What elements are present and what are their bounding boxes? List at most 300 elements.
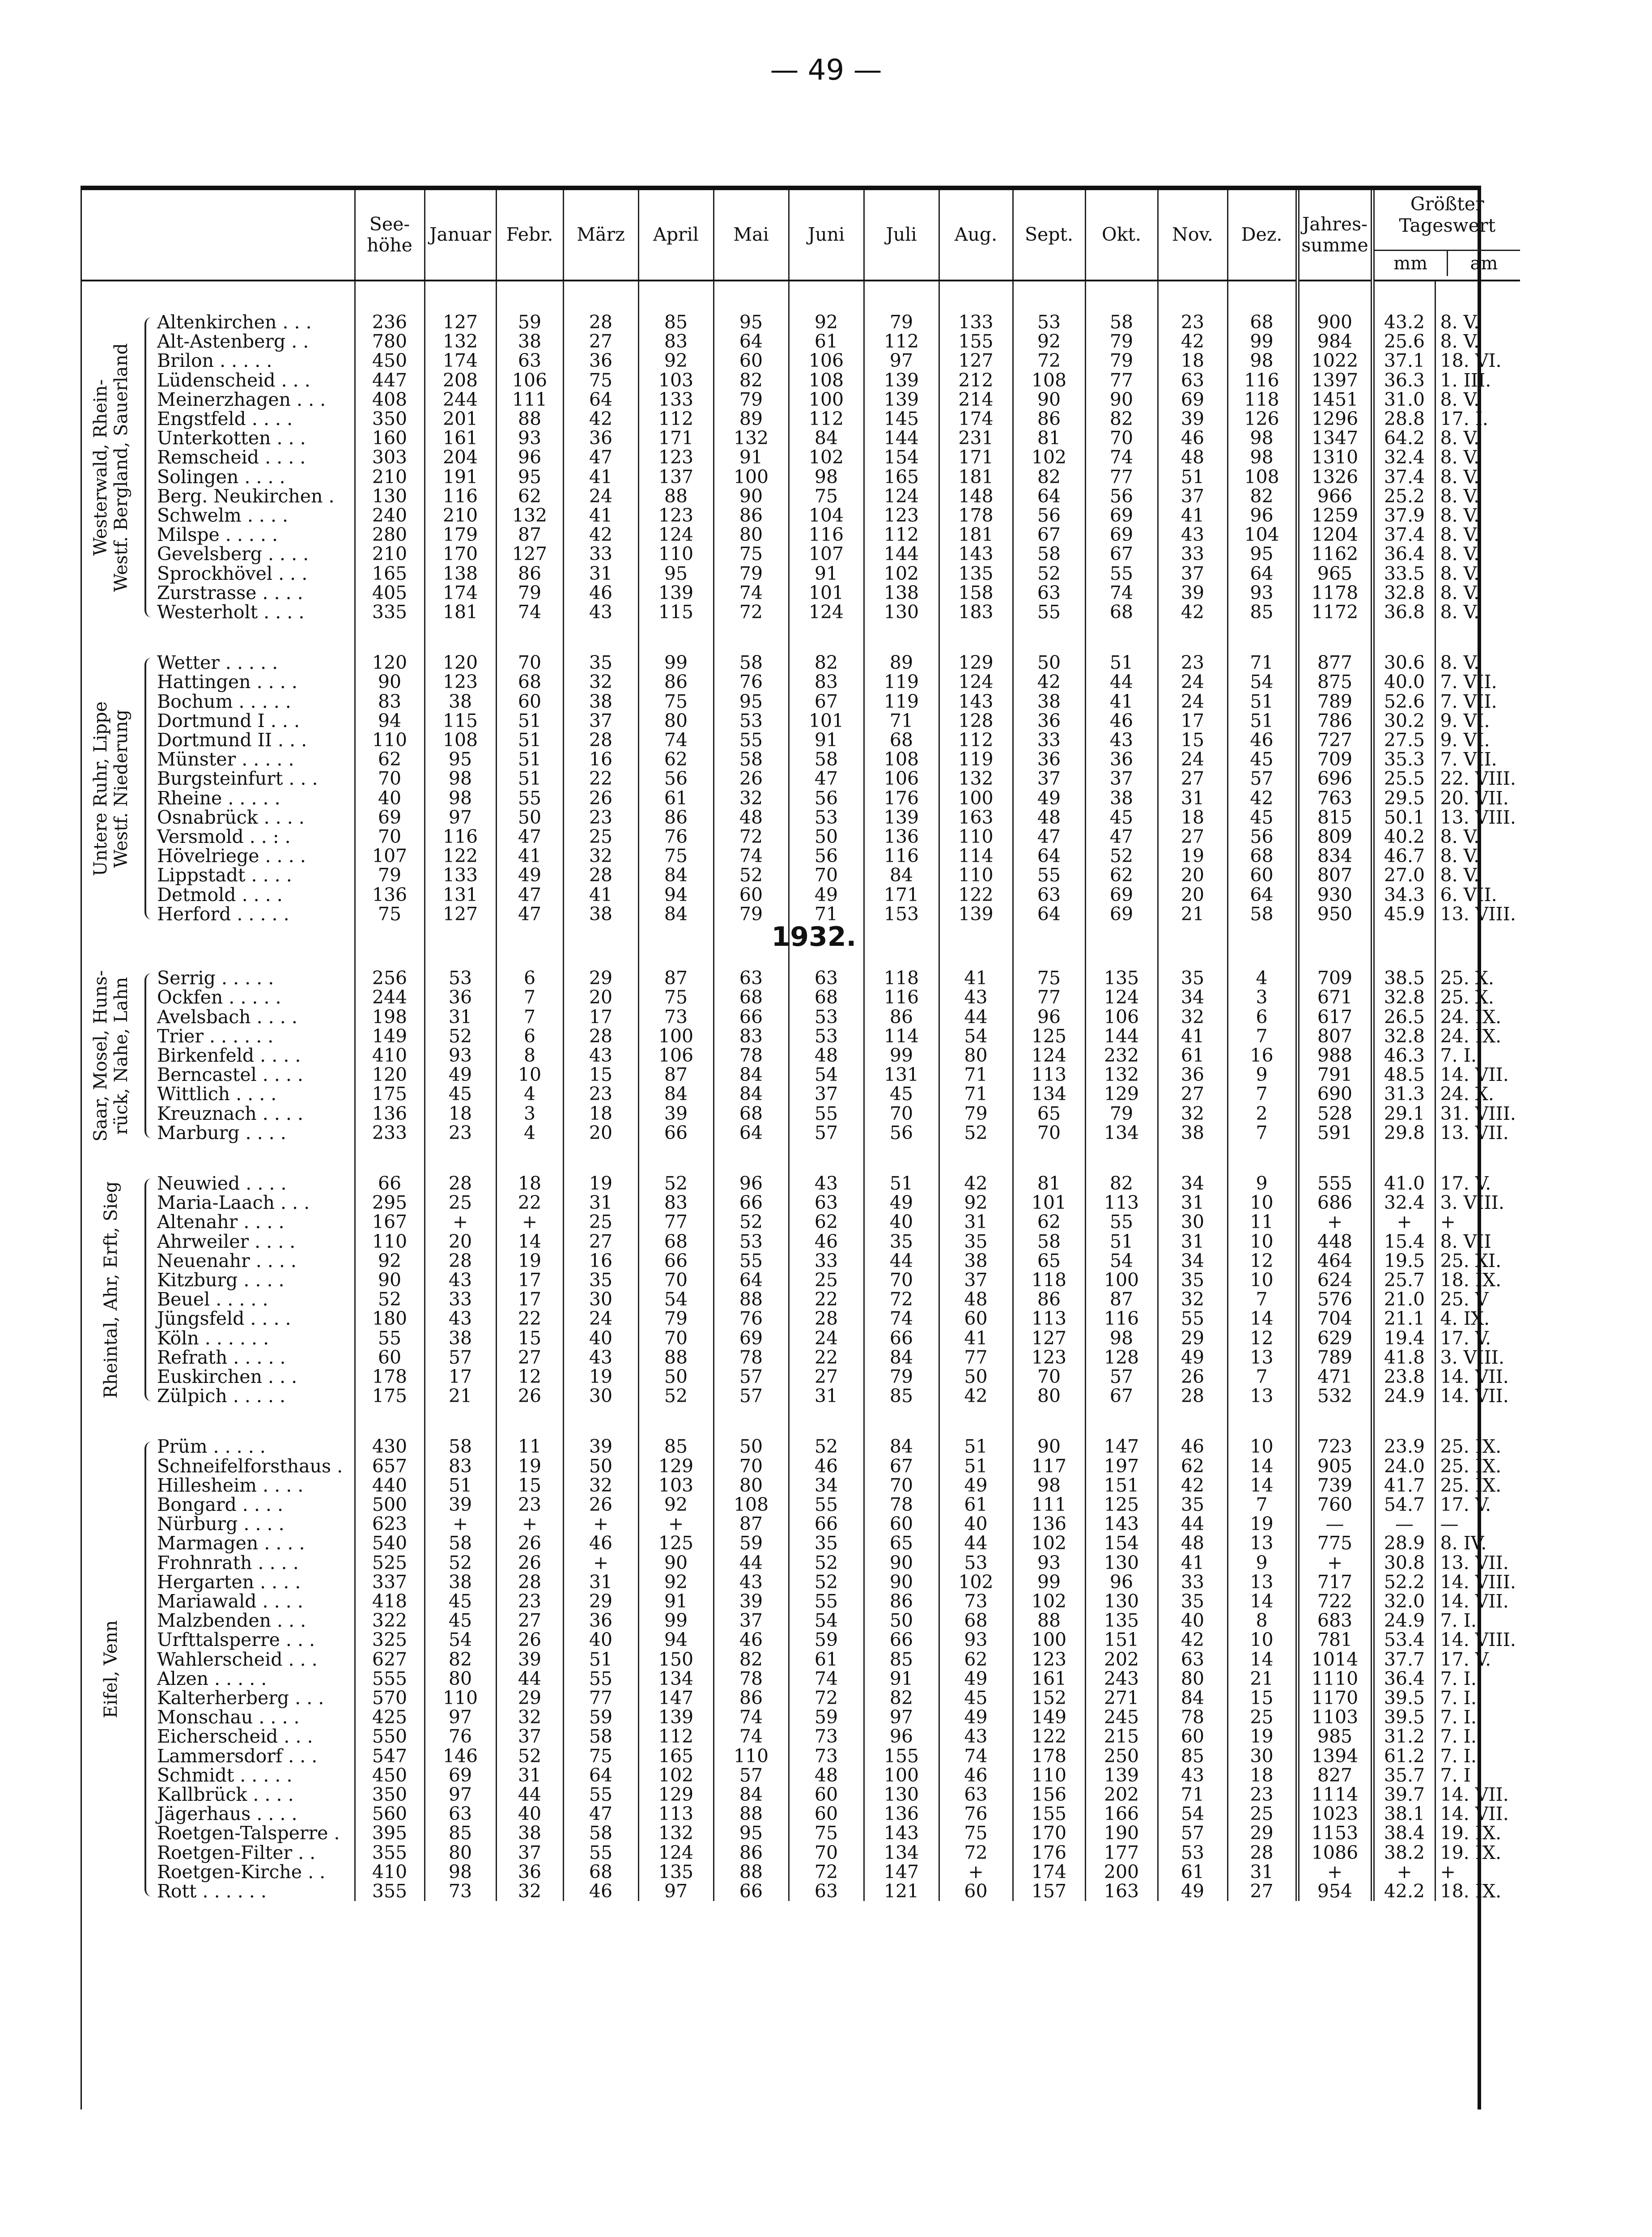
- month-value-cell: 99: [638, 653, 713, 672]
- month-value-cell: 61: [789, 1650, 864, 1669]
- month-value-cell: 85: [1227, 603, 1297, 622]
- month-value-cell: 13: [1227, 1386, 1297, 1406]
- seehoehe-cell: 425: [355, 1708, 425, 1727]
- month-value-cell: 3: [496, 1104, 563, 1123]
- station-name: Altenahr . . . .: [157, 1211, 285, 1233]
- table-row: [82, 1514, 1520, 1534]
- spacer-cell: [1297, 924, 1372, 969]
- spacer-cell: [1297, 1406, 1372, 1437]
- month-value-cell: 91: [638, 1592, 713, 1611]
- month-value-cell: 98: [425, 1863, 496, 1882]
- month-value-cell: 63: [1013, 885, 1085, 905]
- month-value-cell: 122: [425, 846, 496, 866]
- month-value-cell: 81: [1013, 429, 1085, 448]
- month-value-cell: 244: [425, 390, 496, 409]
- month-value-cell: 36: [563, 351, 638, 370]
- month-value-cell: 25: [563, 1212, 638, 1232]
- month-value-cell: 99: [1227, 332, 1297, 351]
- month-value-cell: 131: [864, 1065, 939, 1084]
- jahressumme-cell: 988: [1297, 1046, 1372, 1065]
- month-value-cell: 27: [496, 1611, 563, 1630]
- month-value-cell: 84: [638, 905, 713, 924]
- month-value-cell: 121: [864, 1882, 939, 1901]
- month-value-cell: 118: [1227, 390, 1297, 409]
- spacer-cell: [1227, 924, 1297, 969]
- table-row: [82, 1747, 1520, 1766]
- month-value-cell: 43: [563, 1348, 638, 1367]
- month-value-cell: 98: [1085, 1329, 1158, 1348]
- month-value-cell: 14: [1227, 1592, 1297, 1611]
- max-day-date-cell: 8. V.: [1435, 583, 1520, 603]
- max-day-mm-cell: 26.5: [1372, 1008, 1435, 1027]
- spacer-cell: [864, 281, 939, 313]
- month-value-cell: 74: [638, 731, 713, 750]
- month-value-cell: 57: [713, 1367, 789, 1386]
- month-value-cell: 98: [425, 789, 496, 808]
- month-value-cell: 157: [1013, 1882, 1085, 1901]
- seehoehe-cell: 55: [355, 1329, 425, 1348]
- month-value-cell: 17: [496, 1290, 563, 1309]
- max-day-mm-cell: 24.0: [1372, 1457, 1435, 1476]
- seehoehe-cell: 69: [355, 808, 425, 827]
- station-name: Unterkotten . . .: [157, 427, 306, 449]
- month-value-cell: 101: [1013, 1193, 1085, 1212]
- month-value-cell: 271: [1085, 1688, 1158, 1708]
- month-value-cell: 58: [425, 1437, 496, 1456]
- month-value-cell: 47: [496, 905, 563, 924]
- seehoehe-cell: 256: [355, 969, 425, 988]
- month-value-cell: 25: [1227, 1708, 1297, 1727]
- month-value-cell: 32: [1158, 1290, 1227, 1309]
- month-value-cell: 112: [638, 1727, 713, 1746]
- month-value-cell: 45: [939, 1688, 1013, 1708]
- station-name: Westerholt . . . .: [157, 601, 305, 623]
- month-value-cell: 123: [1013, 1348, 1085, 1367]
- spacer-cell: [1435, 281, 1520, 313]
- month-value-cell: 67: [789, 692, 864, 711]
- month-value-cell: 67: [1085, 1386, 1158, 1406]
- month-value-cell: 29: [1158, 1329, 1227, 1348]
- month-value-cell: 119: [939, 750, 1013, 769]
- spacer-cell: [563, 622, 638, 653]
- max-day-mm-cell: 35.3: [1372, 750, 1435, 769]
- spacer-cell: [1372, 1406, 1435, 1437]
- month-value-cell: 70: [496, 653, 563, 672]
- table-row: [82, 808, 1520, 827]
- month-value-cell: 74: [713, 1727, 789, 1746]
- spacer-cell: [355, 1143, 425, 1174]
- month-value-cell: 44: [939, 1534, 1013, 1553]
- spacer-cell: [1013, 281, 1085, 313]
- month-value-cell: 76: [939, 1804, 1013, 1824]
- page-number: — 49 —: [770, 54, 882, 87]
- month-value-cell: 72: [713, 603, 789, 622]
- month-value-cell: 25: [563, 827, 638, 846]
- month-value-cell: 135: [1085, 969, 1158, 988]
- month-value-cell: 39: [638, 1104, 713, 1123]
- station-name: Burgsteinfurt . . .: [157, 768, 318, 790]
- month-value-cell: 38: [496, 332, 563, 351]
- month-value-cell: 38: [1158, 1123, 1227, 1143]
- month-value-cell: 70: [789, 1843, 864, 1863]
- table-row: [82, 1476, 1520, 1495]
- month-value-cell: 103: [638, 1476, 713, 1495]
- region-label: Westerwald, Rhein- Westf. Bergland, Sauerland: [90, 343, 132, 592]
- month-value-cell: 55: [789, 1592, 864, 1611]
- month-value-cell: 250: [1085, 1747, 1158, 1766]
- max-day-date-cell: 25. V: [1435, 1290, 1520, 1309]
- max-day-mm-cell: 28.8: [1372, 409, 1435, 429]
- month-value-cell: 82: [425, 1650, 496, 1669]
- max-day-mm-cell: 25.7: [1372, 1271, 1435, 1290]
- spacer-cell: [638, 1406, 713, 1437]
- seehoehe-cell: 550: [355, 1727, 425, 1746]
- region-label-cell: [82, 969, 140, 1143]
- jahressumme-cell: 532: [1297, 1386, 1372, 1406]
- month-value-cell: 32: [496, 1708, 563, 1727]
- month-value-cell: 28: [563, 313, 638, 332]
- spacer-cell: [1372, 622, 1435, 653]
- max-day-date-cell: 18. VI.: [1435, 351, 1520, 370]
- month-value-cell: 181: [425, 603, 496, 622]
- month-value-cell: 74: [713, 846, 789, 866]
- month-value-cell: 119: [864, 692, 939, 711]
- month-value-cell: 77: [563, 1688, 638, 1708]
- month-value-cell: 32: [563, 1476, 638, 1495]
- max-day-mm-cell: 54.7: [1372, 1495, 1435, 1514]
- month-value-cell: 58: [713, 653, 789, 672]
- month-value-cell: 122: [1013, 1727, 1085, 1746]
- station-name: Nürburg . . . .: [157, 1513, 285, 1535]
- month-value-cell: 82: [1085, 1174, 1158, 1193]
- month-value-cell: 48: [1013, 808, 1085, 827]
- month-value-cell: 16: [1227, 1046, 1297, 1065]
- max-day-mm-cell: 35.7: [1372, 1766, 1435, 1785]
- spacer-cell: [789, 1143, 864, 1174]
- group-brace: [144, 1442, 153, 1897]
- month-value-cell: 54: [1085, 1251, 1158, 1271]
- spacer-cell: [563, 1406, 638, 1437]
- spacer-cell: [82, 924, 355, 969]
- month-value-cell: 19: [1227, 1727, 1297, 1746]
- month-value-cell: 37: [713, 1611, 789, 1630]
- jahressumme-cell: 950: [1297, 905, 1372, 924]
- month-value-cell: 23: [496, 1592, 563, 1611]
- max-day-mm-cell: 50.1: [1372, 808, 1435, 827]
- month-value-cell: 135: [638, 1863, 713, 1882]
- max-day-mm-cell: 25.2: [1372, 487, 1435, 506]
- month-value-cell: 204: [425, 448, 496, 467]
- month-value-cell: 22: [563, 769, 638, 788]
- max-day-mm-cell: 40.0: [1372, 672, 1435, 692]
- month-value-cell: 110: [425, 1688, 496, 1708]
- month-value-cell: 53: [789, 808, 864, 827]
- month-value-cell: 64: [563, 390, 638, 409]
- month-value-cell: 139: [1085, 1766, 1158, 1785]
- jahressumme-cell: 905: [1297, 1457, 1372, 1476]
- month-value-cell: 79: [713, 905, 789, 924]
- month-value-cell: +: [563, 1553, 638, 1573]
- month-value-cell: 46: [563, 1882, 638, 1901]
- month-value-cell: 191: [425, 468, 496, 487]
- month-value-cell: 46: [1158, 429, 1227, 448]
- table-row: [82, 1785, 1520, 1804]
- month-value-cell: 65: [1013, 1251, 1085, 1271]
- max-day-mm-cell: 32.8: [1372, 1027, 1435, 1046]
- month-value-cell: 125: [1013, 1027, 1085, 1046]
- table-row: [82, 1290, 1520, 1309]
- month-value-cell: 43: [939, 988, 1013, 1007]
- jahressumme-cell: 1114: [1297, 1785, 1372, 1804]
- month-value-cell: 36: [1013, 711, 1085, 731]
- station-name: Engstfeld . . . .: [157, 408, 293, 430]
- month-value-cell: 28: [563, 866, 638, 885]
- month-value-cell: 52: [789, 1573, 864, 1592]
- month-value-cell: 110: [638, 544, 713, 564]
- month-value-cell: 16: [563, 750, 638, 769]
- month-value-cell: 43: [563, 1046, 638, 1065]
- month-value-cell: 15: [563, 1065, 638, 1084]
- month-value-cell: 11: [496, 1437, 563, 1456]
- month-header-apr: April: [638, 190, 713, 281]
- month-value-cell: 22: [789, 1290, 864, 1309]
- max-day-mm-cell: 46.7: [1372, 846, 1435, 866]
- month-value-cell: 23: [563, 1084, 638, 1104]
- month-value-cell: 60: [864, 1514, 939, 1534]
- max-day-date-cell: 19. IX.: [1435, 1824, 1520, 1843]
- spacer-cell: [1085, 281, 1158, 313]
- month-value-cell: 64: [1013, 487, 1085, 506]
- month-value-cell: 74: [1085, 448, 1158, 467]
- max-day-date-cell: 13. VII.: [1435, 1123, 1520, 1143]
- month-value-cell: 106: [789, 351, 864, 370]
- station-name: Frohnrath . . . .: [157, 1552, 299, 1574]
- seehoehe-cell: 303: [355, 448, 425, 467]
- month-value-cell: 174: [425, 351, 496, 370]
- month-value-cell: 112: [939, 731, 1013, 750]
- seehoehe-cell: 90: [355, 1271, 425, 1290]
- month-value-cell: 79: [713, 564, 789, 583]
- max-day-mm-cell: 38.1: [1372, 1804, 1435, 1824]
- month-value-cell: 89: [864, 653, 939, 672]
- station-name: Dortmund I . . .: [157, 710, 300, 731]
- jahressumme-cell: 576: [1297, 1290, 1372, 1309]
- month-value-cell: 52: [713, 866, 789, 885]
- month-value-cell: 45: [1227, 808, 1297, 827]
- month-value-cell: 56: [1227, 827, 1297, 846]
- month-value-cell: 146: [425, 1747, 496, 1766]
- month-value-cell: 75: [713, 544, 789, 564]
- jahressumme-cell: —: [1297, 1514, 1372, 1534]
- station-name: Lammersdorf . . .: [157, 1745, 318, 1767]
- month-value-cell: 110: [939, 827, 1013, 846]
- month-value-cell: 202: [1085, 1785, 1158, 1804]
- month-value-cell: +: [563, 1514, 638, 1534]
- month-value-cell: 63: [1158, 371, 1227, 390]
- max-day-date-cell: 7. I.: [1435, 1688, 1520, 1708]
- month-value-cell: 84: [1158, 1688, 1227, 1708]
- max-day-date-cell: 25. XI.: [1435, 1251, 1520, 1271]
- month-value-cell: 51: [939, 1457, 1013, 1476]
- month-value-cell: 181: [939, 525, 1013, 544]
- month-value-cell: 68: [864, 731, 939, 750]
- seehoehe-cell: 136: [355, 1104, 425, 1123]
- month-value-cell: 124: [864, 487, 939, 506]
- month-value-cell: 47: [563, 448, 638, 467]
- month-value-cell: 132: [939, 769, 1013, 788]
- seehoehe-cell: 623: [355, 1514, 425, 1534]
- month-value-cell: 24: [563, 1309, 638, 1328]
- spacer-cell: [1013, 1406, 1085, 1437]
- month-value-cell: 72: [713, 827, 789, 846]
- month-value-cell: 181: [939, 468, 1013, 487]
- jahressumme-cell: 617: [1297, 1008, 1372, 1027]
- month-value-cell: 72: [789, 1688, 864, 1708]
- max-day-date-cell: 8. V.: [1435, 603, 1520, 622]
- month-value-cell: 31: [939, 1212, 1013, 1232]
- seehoehe-cell: 560: [355, 1804, 425, 1824]
- seehoehe-cell: 52: [355, 1290, 425, 1309]
- spacer-cell: [638, 281, 713, 313]
- max-day-date-cell: 6. VII.: [1435, 885, 1520, 905]
- max-day-mm-cell: 38.2: [1372, 1843, 1435, 1863]
- seehoehe-cell: 627: [355, 1650, 425, 1669]
- month-value-cell: 72: [939, 1843, 1013, 1863]
- month-value-cell: 33: [563, 544, 638, 564]
- station-name: Schwelm . . . .: [157, 505, 289, 527]
- max-day-mm-cell: 38.4: [1372, 1824, 1435, 1843]
- month-value-cell: 151: [1085, 1476, 1158, 1495]
- month-value-cell: 108: [864, 750, 939, 769]
- month-value-cell: 7: [1227, 1084, 1297, 1104]
- brace-cell: [140, 313, 153, 622]
- jahressumme-cell: +: [1297, 1863, 1372, 1882]
- month-value-cell: 85: [638, 313, 713, 332]
- month-value-cell: 58: [563, 1824, 638, 1843]
- jahressumme-cell: 807: [1297, 866, 1372, 885]
- month-value-cell: 51: [1158, 468, 1227, 487]
- month-value-cell: 152: [1013, 1688, 1085, 1708]
- station-name: Herford . . . . .: [157, 903, 289, 925]
- month-value-cell: 41: [1158, 1553, 1227, 1573]
- max-day-date-cell: 7. I.: [1435, 1669, 1520, 1688]
- jahressumme-cell: 827: [1297, 1766, 1372, 1785]
- month-value-cell: 62: [1085, 866, 1158, 885]
- seehoehe-cell: 525: [355, 1553, 425, 1573]
- station-name: Wahlerscheid . . .: [157, 1648, 318, 1670]
- month-value-cell: 118: [1013, 1271, 1085, 1290]
- month-value-cell: 26: [496, 1534, 563, 1553]
- month-value-cell: 26: [496, 1386, 563, 1406]
- max-day-date-cell: 7. I.: [1435, 1747, 1520, 1766]
- month-value-cell: 69: [1158, 390, 1227, 409]
- month-value-cell: 55: [789, 1104, 864, 1123]
- month-value-cell: 7: [1227, 1495, 1297, 1514]
- month-value-cell: 86: [864, 1592, 939, 1611]
- month-value-cell: 149: [1013, 1708, 1085, 1727]
- max-day-mm-cell: 21.1: [1372, 1309, 1435, 1328]
- month-value-cell: 66: [864, 1329, 939, 1348]
- month-value-cell: 75: [638, 988, 713, 1007]
- max-day-date-cell: 8. V.: [1435, 313, 1520, 332]
- month-value-cell: 70: [638, 1329, 713, 1348]
- month-value-cell: 102: [864, 564, 939, 583]
- month-value-cell: 42: [1013, 672, 1085, 692]
- month-value-cell: 63: [1158, 1650, 1227, 1669]
- month-value-cell: 32: [563, 846, 638, 866]
- month-value-cell: 20: [425, 1232, 496, 1251]
- jahressumme-cell: 624: [1297, 1271, 1372, 1290]
- seehoehe-cell: 450: [355, 1766, 425, 1785]
- month-value-cell: 98: [1013, 1476, 1085, 1495]
- spacer-cell: [939, 1406, 1013, 1437]
- month-value-cell: 49: [1158, 1882, 1227, 1901]
- month-value-cell: 42: [1158, 332, 1227, 351]
- month-value-cell: 83: [713, 1027, 789, 1046]
- jahressumme-cell: 717: [1297, 1573, 1372, 1592]
- jahressumme-cell: 464: [1297, 1251, 1372, 1271]
- month-value-cell: 87: [496, 525, 563, 544]
- month-value-cell: 82: [1013, 468, 1085, 487]
- month-value-cell: 42: [563, 525, 638, 544]
- month-value-cell: 82: [864, 1688, 939, 1708]
- max-day-date-cell: 8. V.: [1435, 846, 1520, 866]
- month-value-cell: 113: [1013, 1309, 1085, 1328]
- month-value-cell: 31: [563, 1573, 638, 1592]
- max-day-date-cell: 14. VII.: [1435, 1386, 1520, 1406]
- max-day-date-cell: 9. VI.: [1435, 711, 1520, 731]
- jahressumme-cell: 704: [1297, 1309, 1372, 1328]
- station-name: Rott . . . . . .: [157, 1880, 267, 1902]
- month-value-cell: 86: [713, 1688, 789, 1708]
- max-day-date-cell: 31. VIII.: [1435, 1104, 1520, 1123]
- month-value-cell: 148: [939, 487, 1013, 506]
- month-value-cell: 150: [638, 1650, 713, 1669]
- month-value-cell: 28: [496, 1573, 563, 1592]
- month-value-cell: 45: [864, 1084, 939, 1104]
- max-day-date-cell: 14. VIII.: [1435, 1630, 1520, 1650]
- jahressumme-cell: 709: [1297, 969, 1372, 988]
- month-value-cell: 29: [563, 1592, 638, 1611]
- month-value-cell: 132: [425, 332, 496, 351]
- month-value-cell: 129: [939, 653, 1013, 672]
- month-value-cell: 55: [1085, 1212, 1158, 1232]
- max-day-mm-cell: +: [1372, 1212, 1435, 1232]
- max-day-mm-cell: 52.2: [1372, 1573, 1435, 1592]
- month-value-cell: 96: [496, 448, 563, 467]
- table-row: [82, 731, 1520, 750]
- jahressumme-cell: 1162: [1297, 544, 1372, 564]
- month-value-cell: 43: [789, 1174, 864, 1193]
- month-value-cell: 67: [1013, 525, 1085, 544]
- station-name: Urfttalsperre . . .: [157, 1629, 315, 1651]
- month-value-cell: 2: [1227, 1104, 1297, 1123]
- jahressumme-cell: 555: [1297, 1174, 1372, 1193]
- month-value-cell: 60: [1158, 1727, 1227, 1746]
- month-value-cell: 124: [1085, 988, 1158, 1007]
- month-value-cell: 132: [1085, 1065, 1158, 1084]
- month-value-cell: 83: [425, 1457, 496, 1476]
- month-value-cell: 127: [425, 313, 496, 332]
- station-name: Ockfen . . . . .: [157, 987, 281, 1008]
- month-value-cell: 66: [713, 1193, 789, 1212]
- month-value-cell: 101: [789, 711, 864, 731]
- spacer-cell: [864, 622, 939, 653]
- month-value-cell: 45: [1227, 750, 1297, 769]
- month-value-cell: 68: [939, 1611, 1013, 1630]
- month-value-cell: 153: [864, 905, 939, 924]
- month-header-may: Mai: [713, 190, 789, 281]
